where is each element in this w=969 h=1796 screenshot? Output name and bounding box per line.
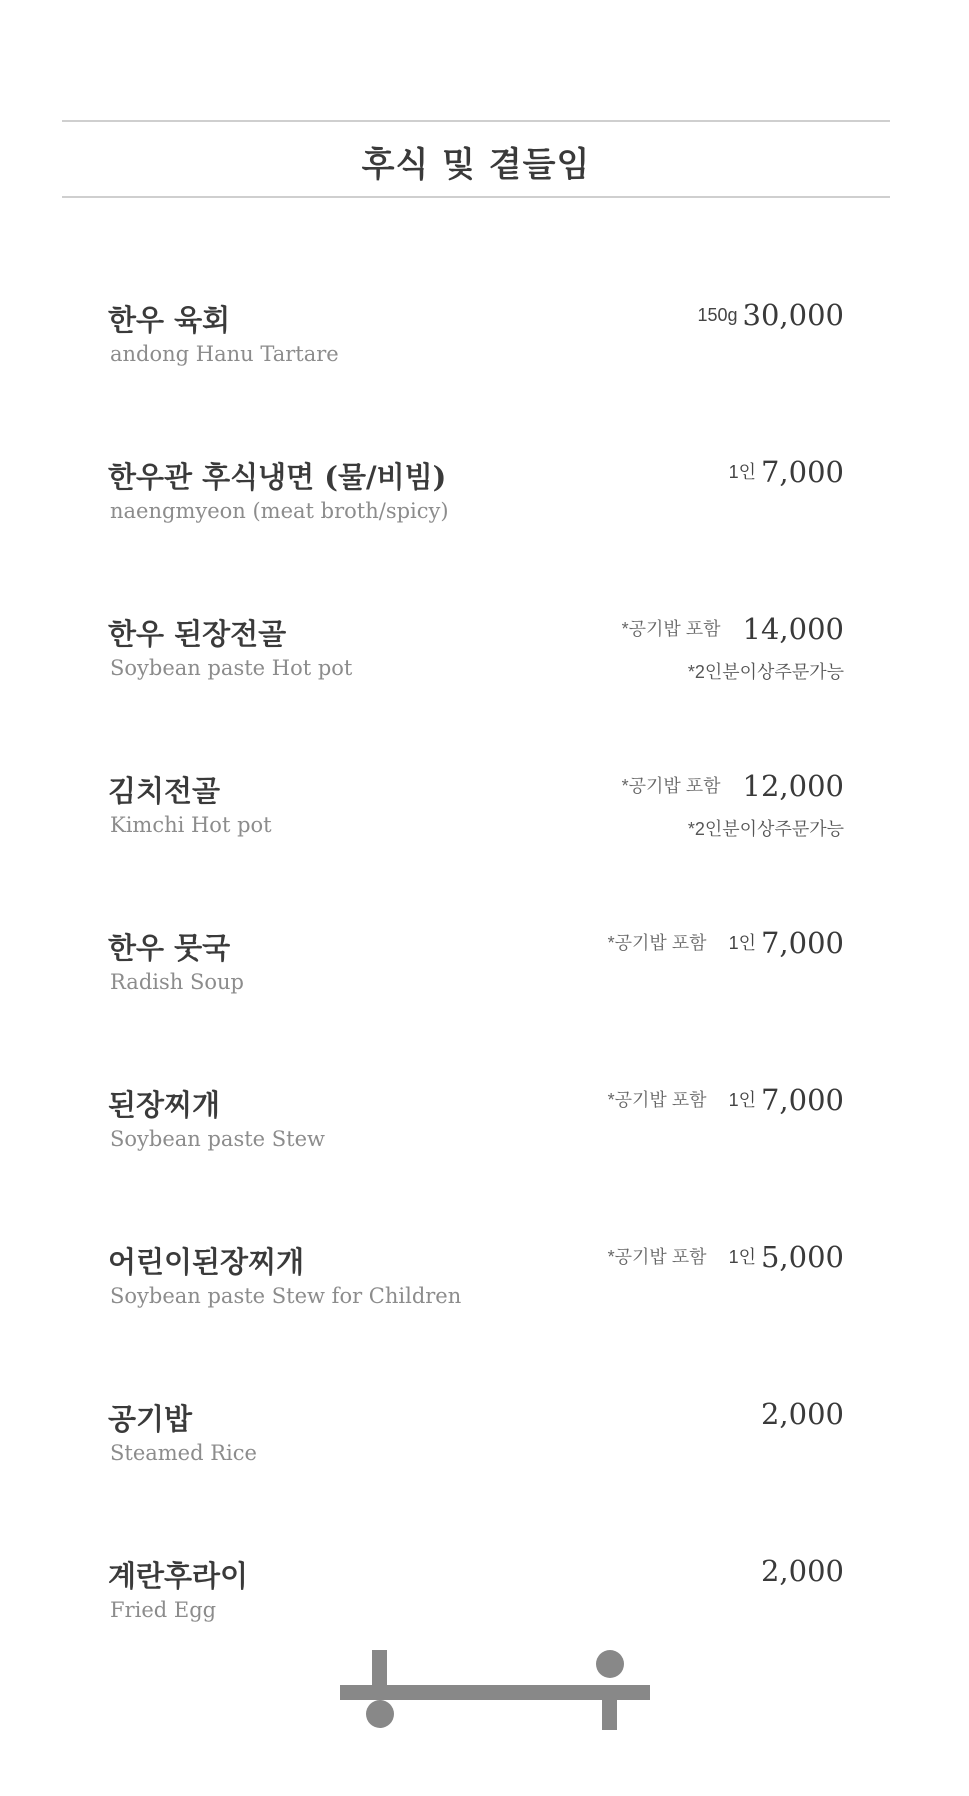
- menu-item-portion: 1인: [728, 462, 756, 482]
- menu-item-english-name: Soybean paste Stew: [110, 1127, 325, 1151]
- menu-item-rice-included-note: *공기밥 포함: [607, 933, 707, 953]
- menu-item-english-name: Soybean paste Stew for Children: [110, 1284, 462, 1308]
- menu-item-rice-included-note: *공기밥 포함: [621, 619, 721, 639]
- menu-item-english-name: Fried Egg: [110, 1598, 217, 1622]
- menu-item-portion: 1인: [728, 933, 756, 953]
- menu-item-rice-included-note: *공기밥 포함: [621, 776, 721, 796]
- menu-item-price: 2,000: [760, 1397, 844, 1431]
- menu-item-price-line: [761, 1554, 844, 1588]
- menu-item-price: 7,000: [760, 455, 844, 489]
- menu-item-name: 된장찌개: [108, 1088, 221, 1122]
- menu-item: [108, 612, 844, 732]
- menu-item-price: 7,000: [760, 926, 844, 960]
- brand-logo-icon: [340, 1650, 650, 1730]
- menu-item: [108, 455, 844, 575]
- menu-item-name: 김치전골: [108, 774, 221, 808]
- menu-item-price-line: [622, 769, 844, 803]
- menu-item-portion: 1인: [728, 1090, 756, 1110]
- menu-item-price: 14,000: [742, 612, 844, 646]
- menu-item-price-line: [697, 298, 844, 332]
- menu-item-price: 2,000: [760, 1554, 844, 1588]
- menu-item-price-line: [761, 1397, 844, 1431]
- menu-item-price-line: [608, 1240, 844, 1274]
- menu-item-english-name: Kimchi Hot pot: [110, 813, 272, 837]
- menu-item-name: 한우 뭇국: [108, 931, 231, 965]
- menu-item-rice-included-note: *공기밥 포함: [607, 1090, 707, 1110]
- menu-item-english-name: Steamed Rice: [110, 1441, 257, 1465]
- menu-item: [108, 298, 844, 418]
- menu-item-portion: 150g: [697, 305, 738, 325]
- menu-item-english-name: naengmyeon (meat broth/spicy): [110, 499, 449, 523]
- menu-item-price-line: [622, 612, 844, 646]
- menu-item-name: 한우 육회: [108, 303, 231, 337]
- menu-item-english-name: andong Hanu Tartare: [110, 342, 339, 366]
- menu-item-price-line: [729, 455, 844, 489]
- menu-item: [108, 1397, 844, 1517]
- menu-item-portion: 1인: [728, 1247, 756, 1267]
- menu-item-name: 한우관 후식냉면 (물/비빔): [108, 460, 447, 494]
- menu-item-min-order-note: *2인분이상주문가능: [687, 819, 844, 839]
- menu-item-name: 한우 된장전골: [108, 617, 287, 651]
- menu-item-english-name: Soybean paste Hot pot: [110, 656, 353, 680]
- title-bottom-divider: [62, 196, 890, 198]
- menu-item: [108, 1083, 844, 1203]
- menu-item-price: 30,000: [742, 298, 844, 332]
- menu-item: [108, 769, 844, 889]
- menu-item-min-order-note: *2인분이상주문가능: [687, 662, 844, 682]
- title-top-divider: [62, 120, 890, 122]
- menu-item: [108, 926, 844, 1046]
- menu-item: [108, 1240, 844, 1360]
- menu-item-price-line: [608, 1083, 844, 1117]
- menu-item-price: 5,000: [760, 1240, 844, 1274]
- menu-item-name: 계란후라이: [108, 1559, 249, 1593]
- menu-item-name: 어린이된장찌개: [108, 1245, 305, 1279]
- section-title: 후식 및 곁들임: [361, 145, 591, 185]
- menu-item-english-name: Radish Soup: [110, 970, 244, 994]
- menu-item-rice-included-note: *공기밥 포함: [607, 1247, 707, 1267]
- menu-item-price: 12,000: [742, 769, 844, 803]
- menu-item-name: 공기밥: [108, 1402, 193, 1436]
- menu-item-price: 7,000: [760, 1083, 844, 1117]
- menu-item-price-line: [608, 926, 844, 960]
